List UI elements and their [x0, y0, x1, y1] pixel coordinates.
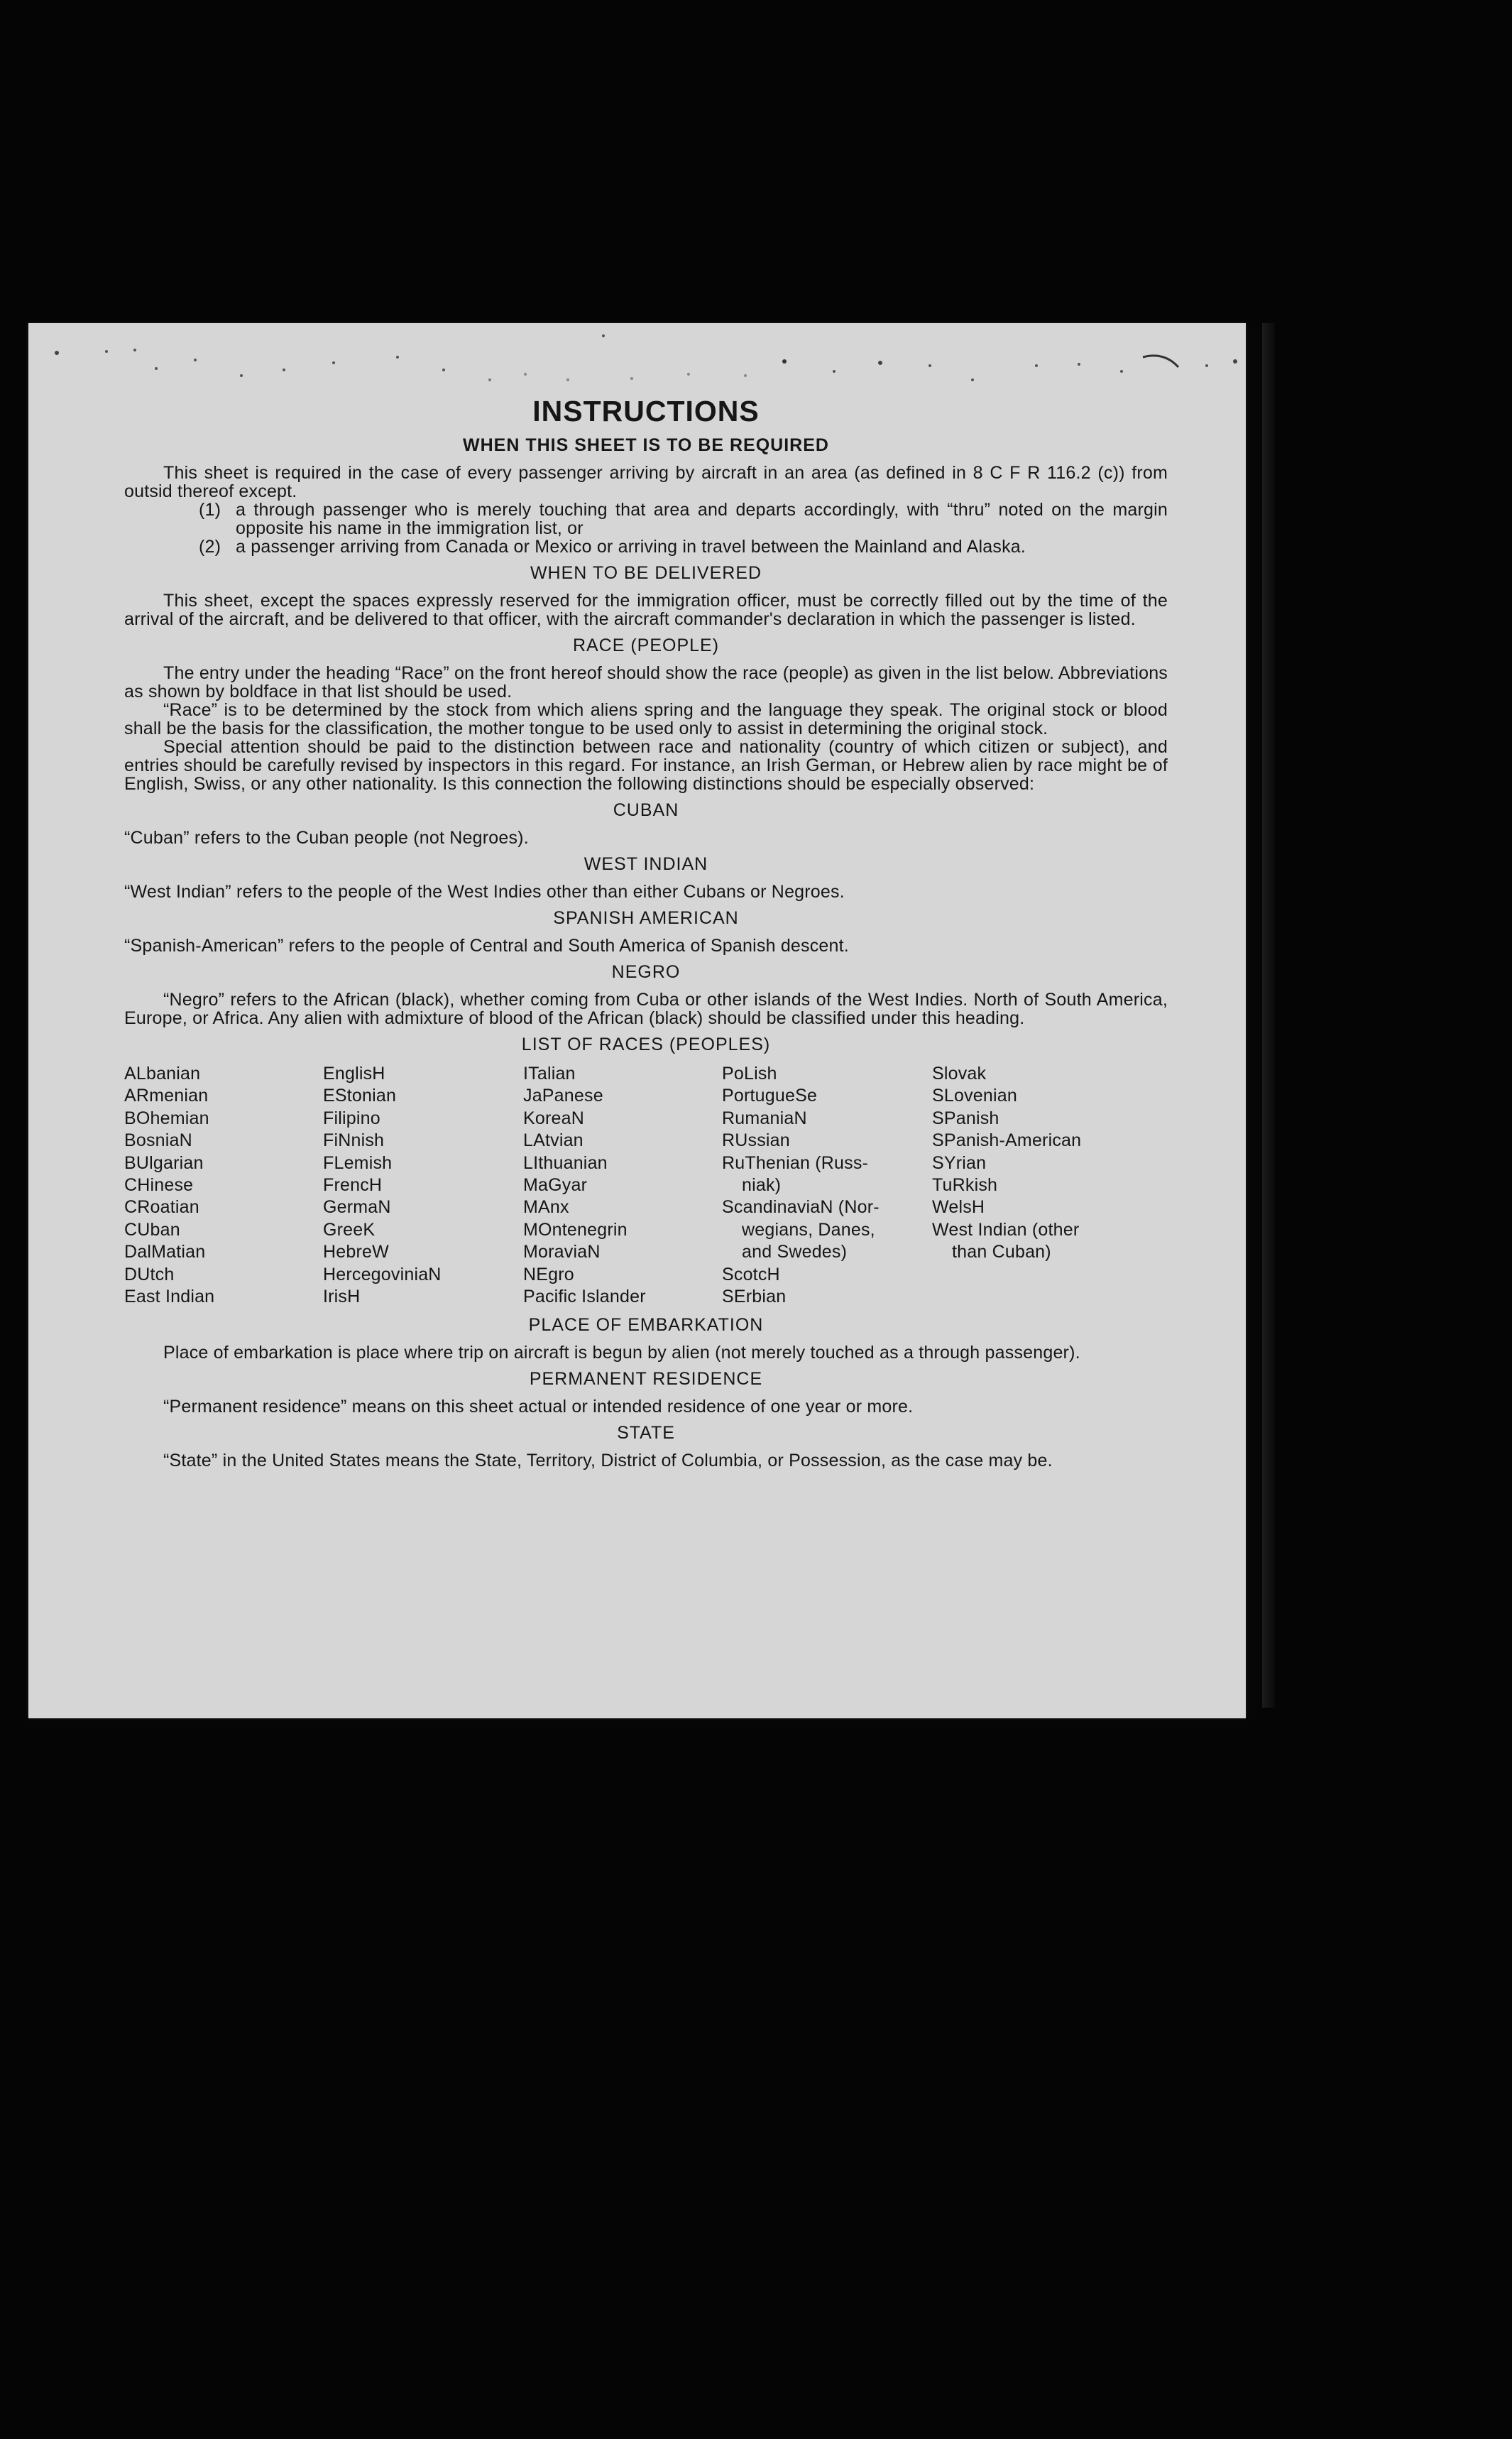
exception-item-number: (2)	[199, 537, 221, 557]
race-paragraph-3: Special attention should be paid to the distinction between race and nationality (country of which citizen or subject), and entries should be carefully revised by inspectors in this regard. For instance, an Irish German, or Hebrew alien by race might be of English, Swiss, or any other nationality. Is this connection the following distinctions should be especially observed:	[124, 737, 1168, 794]
heading-state: STATE	[617, 1423, 675, 1444]
race-paragraph-1: The entry under the heading “Race” on the front hereof should show the race (people) as given in the list below. Abbreviations as shown by boldface in that list should be used.	[124, 663, 1168, 702]
race-entry: EnglisH	[323, 1064, 385, 1084]
cuban-text: “Cuban” refers to the Cuban people (not Negroes).	[124, 828, 529, 848]
race-entry: GermaN	[323, 1197, 391, 1218]
races-column-2	[323, 1063, 523, 1308]
race-entry: BUlgarian	[124, 1152, 204, 1173]
race-entry: FLemish	[323, 1152, 393, 1173]
race-entry: NEgro	[523, 1264, 574, 1284]
race-entry: MaGyar	[523, 1175, 588, 1196]
race-entry-continued: and Swedes)	[742, 1242, 848, 1262]
race-entry: East Indian	[124, 1287, 215, 1307]
scan-edge	[1262, 323, 1275, 1708]
race-entry: BOhemian	[124, 1108, 209, 1128]
race-entry: CUban	[124, 1219, 180, 1240]
heading-embarkation: PLACE OF EMBARKATION	[528, 1315, 764, 1336]
race-entry-continued: than Cuban)	[952, 1242, 1051, 1262]
race-entry: SErbian	[722, 1287, 787, 1307]
race-entry: ALbanian	[124, 1064, 201, 1084]
race-entry: SLovenian	[932, 1086, 1017, 1106]
races-column-3	[523, 1063, 722, 1308]
exception-item-text: a passenger arriving from Canada or Mexico or arriving in travel between the Mainland and Alaska.	[236, 537, 1026, 557]
race-entry: Filipino	[323, 1108, 380, 1128]
race-entry: IrisH	[323, 1287, 361, 1307]
race-entry: SPanish-American	[932, 1130, 1082, 1151]
spanish-american-text: “Spanish-American” refers to the people of Central and South America of Spanish descent.	[124, 936, 849, 956]
race-entry: DalMatian	[124, 1242, 206, 1262]
races-list	[124, 1063, 1168, 1308]
race-entry: JaPanese	[523, 1086, 603, 1106]
race-entry: HebreW	[323, 1242, 389, 1262]
race-entry: BosniaN	[124, 1130, 192, 1151]
race-paragraph-2: “Race” is to be determined by the stock from which aliens spring and the language they speak. The original stock or blood shall be the basis for the classification, the mother tongue to be used only to assist in determining the original stock.	[124, 700, 1168, 738]
heading-west-indian: WEST INDIAN	[584, 854, 708, 874]
race-entry: GreeK	[323, 1219, 376, 1240]
residence-text: “Permanent residence” means on this sheet actual or intended residence of one year or more.	[163, 1397, 914, 1417]
race-entry: LIthuanian	[523, 1152, 608, 1173]
race-entry: RuThenian (Russ-	[722, 1152, 869, 1173]
race-entry: RUssian	[722, 1130, 790, 1151]
race-entry: CRoatian	[124, 1197, 199, 1218]
race-entry: MOntenegrin	[523, 1219, 628, 1240]
races-column-4	[722, 1063, 932, 1308]
heading-negro: NEGRO	[611, 962, 681, 982]
race-entry: ScandinaviaN (Nor-	[722, 1197, 880, 1218]
race-entry: MoraviaN	[523, 1242, 601, 1262]
race-entry: MAnx	[523, 1197, 569, 1218]
state-text: “State” in the United States means the State, Territory, District of Columbia, or Possession, as the case may be.	[163, 1451, 1053, 1471]
negro-text: “Negro” refers to the African (black), whether coming from Cuba or other islands of the West Indies. North of South America, Europe, or Africa. Any alien with admixture of blood of the African (black) should be classified under this heading.	[124, 990, 1168, 1028]
race-entry: PortugueSe	[722, 1086, 818, 1106]
heading-race: RACE (PEOPLE)	[572, 635, 720, 655]
race-entry: LAtvian	[523, 1130, 584, 1151]
delivered-text: This sheet, except the spaces expressly reserved for the immigration officer, must be correctly filled out by the time of the arrival of the aircraft, and be delivered to that officer, with the aircraft commander's declaration in which the passenger is listed.	[124, 591, 1168, 629]
exception-item-1	[199, 501, 1168, 538]
race-entry: HercegoviniaN	[323, 1264, 442, 1284]
race-entry: SPanish	[932, 1108, 999, 1128]
race-entry: PoLish	[722, 1064, 777, 1084]
race-entry: ARmenian	[124, 1086, 209, 1106]
exception-item-text: a through passenger who is merely touching that area and departs accordingly, with “thru” noted on the margin opposite his name in the immigration list, or	[236, 500, 1168, 538]
race-entry: RumaniaN	[722, 1108, 807, 1128]
races-column-5	[932, 1063, 1166, 1308]
instruction-sheet	[28, 323, 1246, 1718]
exception-item-number: (1)	[199, 500, 221, 520]
heading-when-delivered: WHEN TO BE DELIVERED	[530, 563, 762, 583]
embarkation-text: Place of embarkation is place where trip on aircraft is begun by alien (not merely touched as a through passenger).	[163, 1343, 1080, 1363]
race-entry: TuRkish	[932, 1175, 998, 1196]
race-entry: WelsH	[932, 1197, 985, 1218]
race-entry: EStonian	[323, 1086, 397, 1106]
heading-races-list: LIST OF RACES (PEOPLES)	[521, 1035, 771, 1054]
race-entry: FrencH	[323, 1175, 383, 1196]
race-entry: West Indian (other	[932, 1219, 1080, 1240]
race-entry: CHinese	[124, 1175, 194, 1196]
race-entry-continued: niak)	[742, 1175, 782, 1196]
race-entry: DUtch	[124, 1264, 175, 1284]
race-entry: Pacific Islander	[523, 1287, 646, 1307]
race-entry: ScotcH	[722, 1264, 780, 1284]
heading-when-required: WHEN THIS SHEET IS TO BE REQUIRED	[463, 435, 829, 455]
instructions-content	[124, 394, 1168, 1470]
race-entry: KoreaN	[523, 1108, 584, 1128]
heading-cuban: CUBAN	[613, 800, 679, 820]
west-indian-text: “West Indian” refers to the people of the West Indies other than either Cubans or Negroes.	[124, 882, 845, 902]
required-intro: This sheet is required in the case of every passenger arriving by aircraft in an area (as defined in 8 C F R 116.2 (c)) from outsid thereof except.	[124, 463, 1168, 501]
races-column-1	[124, 1063, 323, 1308]
race-entry: ITalian	[523, 1064, 576, 1084]
race-entry: SYrian	[932, 1152, 987, 1173]
race-entry: Slovak	[932, 1064, 987, 1084]
heading-permanent-residence: PERMANENT RESIDENCE	[529, 1369, 763, 1390]
page-title: INSTRUCTIONS	[532, 395, 760, 427]
race-entry-continued: wegians, Danes,	[742, 1219, 875, 1240]
heading-spanish-american: SPANISH AMERICAN	[553, 908, 739, 928]
exception-item-2	[199, 538, 1168, 556]
race-entry: FiNnish	[323, 1130, 385, 1151]
